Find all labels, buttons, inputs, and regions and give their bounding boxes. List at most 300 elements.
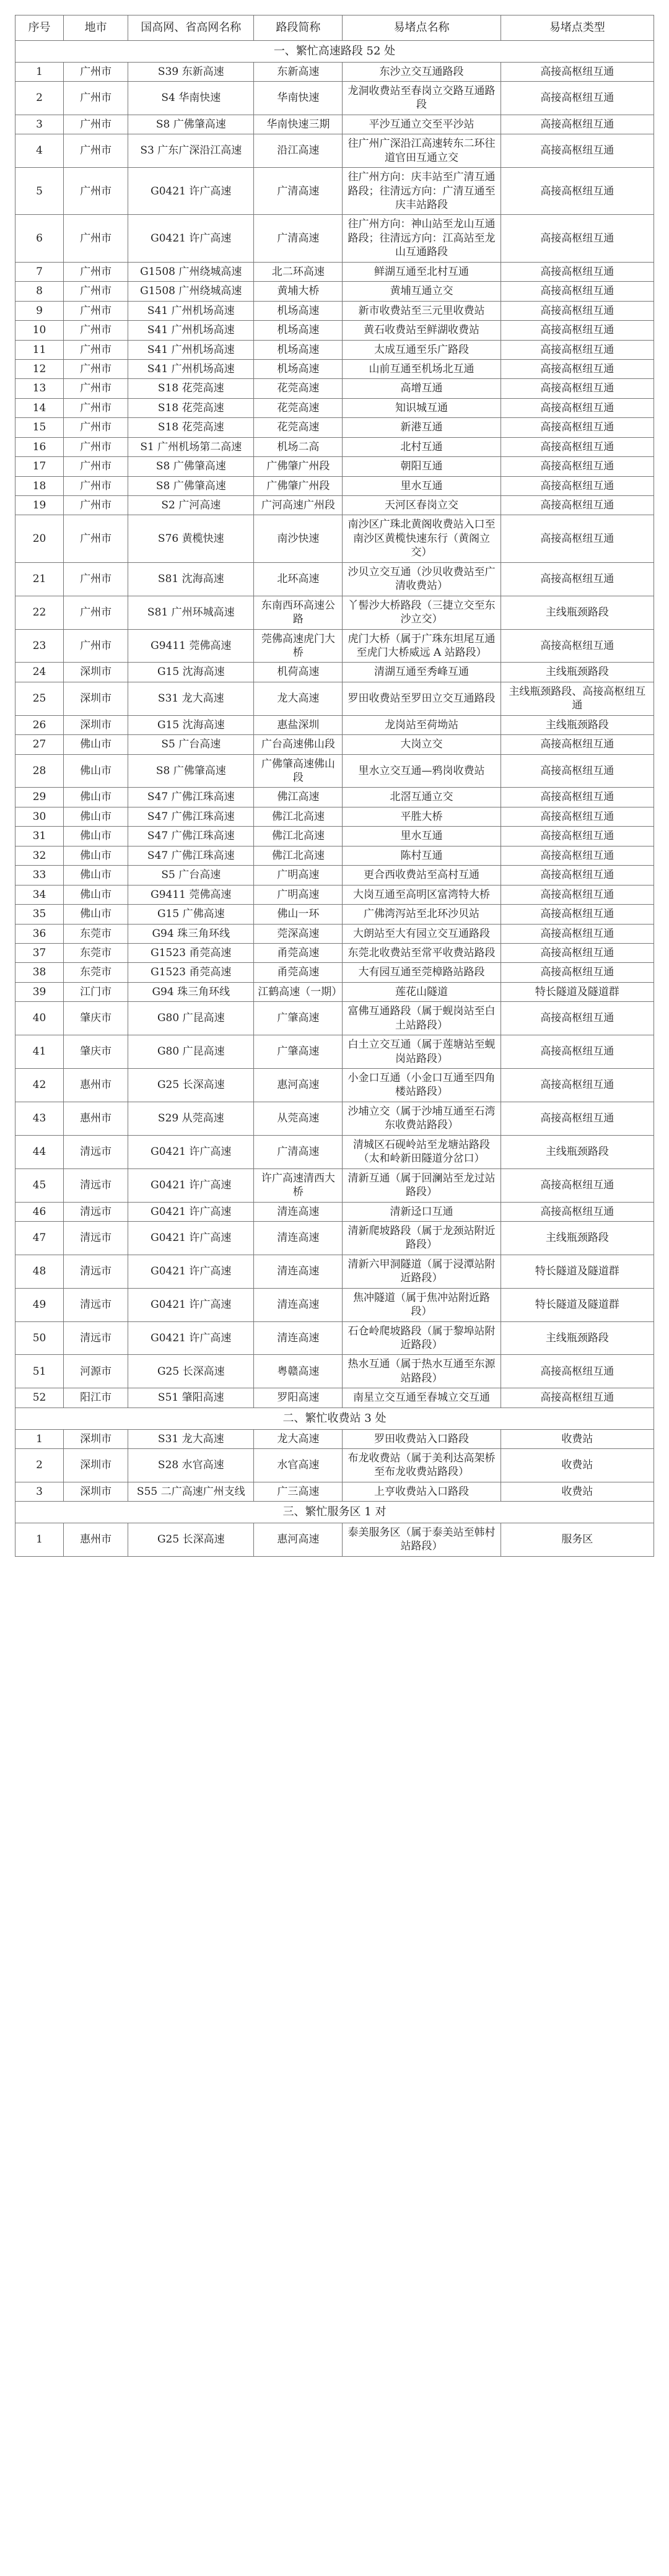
cell-city: 清远市	[64, 1168, 128, 1202]
cell-no: 45	[15, 1168, 64, 1202]
cell-road-name: G94 珠三角环线	[128, 982, 254, 1001]
cell-point-type: 高接高枢纽互通	[501, 1355, 654, 1388]
cell-no: 50	[15, 1321, 64, 1355]
cell-point-name: 往广州方向：庆丰站至广清互通路段；往清远方向：广清互通至庆丰站路段	[343, 168, 501, 215]
table-row	[15, 321, 654, 340]
cell-point-name: 大岗互通至高明区富湾特大桥	[343, 885, 501, 904]
cell-no: 24	[15, 663, 64, 682]
cell-city: 清远市	[64, 1321, 128, 1355]
cell-point-name: 大岗立交	[343, 735, 501, 754]
cell-city: 广州市	[64, 359, 128, 378]
cell-no: 14	[15, 398, 64, 417]
cell-road-abbr: 清连高速	[254, 1321, 343, 1355]
cell-road-name: G0421 许广高速	[128, 1135, 254, 1168]
cell-no: 2	[15, 1448, 64, 1482]
table-row	[15, 1168, 654, 1202]
cell-no: 27	[15, 735, 64, 754]
cell-city: 佛山市	[64, 754, 128, 788]
cell-road-name: S2 广河高速	[128, 496, 254, 515]
cell-road-name: S5 广台高速	[128, 735, 254, 754]
section-title-row	[15, 1502, 654, 1523]
cell-road-abbr: 机荷高速	[254, 663, 343, 682]
cell-no: 30	[15, 807, 64, 826]
table-row	[15, 754, 654, 788]
table-row	[15, 282, 654, 301]
cell-city: 东莞市	[64, 963, 128, 982]
cell-road-abbr: 花莞高速	[254, 379, 343, 398]
cell-city: 佛山市	[64, 905, 128, 924]
cell-road-abbr: 佛山一环	[254, 905, 343, 924]
cell-road-abbr: 机场二高	[254, 437, 343, 456]
cell-no: 29	[15, 788, 64, 807]
cell-no: 4	[15, 134, 64, 168]
cell-city: 广州市	[64, 379, 128, 398]
cell-no: 21	[15, 562, 64, 596]
cell-point-name: 里水互通	[343, 476, 501, 495]
cell-point-type: 高接高枢纽互通	[501, 81, 654, 115]
cell-point-type: 特长隧道及隧道群	[501, 1288, 654, 1321]
cell-road-name: S3 广东广深沿江高速	[128, 134, 254, 168]
section-title: 一、繁忙高速路段 52 处	[15, 40, 654, 62]
cell-city: 佛山市	[64, 827, 128, 846]
cell-point-name: 沙贝立交互通（沙贝收费站至广清收费站）	[343, 562, 501, 596]
cell-point-name: 朝阳互通	[343, 457, 501, 476]
cell-point-type: 高接高枢纽互通	[501, 788, 654, 807]
cell-no: 39	[15, 982, 64, 1001]
cell-no: 33	[15, 866, 64, 885]
cell-road-abbr: 水官高速	[254, 1448, 343, 1482]
cell-city: 佛山市	[64, 788, 128, 807]
table-row	[15, 1002, 654, 1035]
cell-road-name: G80 广昆高速	[128, 1035, 254, 1069]
table-header	[15, 15, 654, 41]
cell-no: 31	[15, 827, 64, 846]
cell-city: 佛山市	[64, 807, 128, 826]
table-row	[15, 1448, 654, 1482]
header-road-abbr: 路段简称	[254, 15, 343, 41]
header-row	[15, 15, 654, 41]
cell-city: 深圳市	[64, 1482, 128, 1501]
cell-road-abbr: 广佛肇广州段	[254, 476, 343, 495]
cell-no: 37	[15, 943, 64, 962]
cell-road-abbr: 花莞高速	[254, 418, 343, 437]
table-row	[15, 134, 654, 168]
cell-point-type: 高接高枢纽互通	[501, 321, 654, 340]
cell-city: 广州市	[64, 262, 128, 281]
cell-point-name: 里水立交互通—鸦岗收费站	[343, 754, 501, 788]
cell-road-name: S41 广州机场高速	[128, 359, 254, 378]
cell-point-type: 主线瓶颈路段	[501, 596, 654, 629]
cell-city: 肇庆市	[64, 1002, 128, 1035]
cell-city: 广州市	[64, 321, 128, 340]
cell-city: 深圳市	[64, 682, 128, 715]
table-row	[15, 596, 654, 629]
cell-road-abbr: 清连高速	[254, 1221, 343, 1255]
cell-point-type: 高接高枢纽互通	[501, 1002, 654, 1035]
cell-road-abbr: 华南快速	[254, 81, 343, 115]
cell-city: 广州市	[64, 62, 128, 81]
cell-point-type: 特长隧道及隧道群	[501, 1255, 654, 1288]
cell-point-type: 高接高枢纽互通	[501, 476, 654, 495]
cell-road-name: S41 广州机场高速	[128, 340, 254, 359]
table-row	[15, 62, 654, 81]
table-row	[15, 1102, 654, 1135]
cell-road-name: G0421 许广高速	[128, 215, 254, 262]
table-row	[15, 1135, 654, 1168]
cell-road-name: S5 广台高速	[128, 866, 254, 885]
cell-road-name: S18 花莞高速	[128, 418, 254, 437]
cell-no: 38	[15, 963, 64, 982]
cell-point-name: 新港互通	[343, 418, 501, 437]
cell-point-type: 高接高枢纽互通	[501, 437, 654, 456]
table-row	[15, 663, 654, 682]
cell-no: 1	[15, 62, 64, 81]
cell-no: 9	[15, 301, 64, 320]
table-row	[15, 715, 654, 734]
table-row	[15, 1523, 654, 1557]
cell-city: 肇庆市	[64, 1035, 128, 1069]
cell-road-abbr: 广河高速广州段	[254, 496, 343, 515]
cell-no: 19	[15, 496, 64, 515]
cell-point-name: 上亨收费站入口路段	[343, 1482, 501, 1501]
cell-point-name: 天河区春岗立交	[343, 496, 501, 515]
table-row	[15, 982, 654, 1001]
table-row	[15, 379, 654, 398]
cell-road-abbr: 广台高速佛山段	[254, 735, 343, 754]
cell-no: 6	[15, 215, 64, 262]
cell-road-name: S18 花莞高速	[128, 379, 254, 398]
cell-city: 广州市	[64, 134, 128, 168]
table-row	[15, 905, 654, 924]
table-row	[15, 418, 654, 437]
cell-point-name: 石仓岭爬坡路段（属于黎埠站附近路段）	[343, 1321, 501, 1355]
cell-city: 广州市	[64, 496, 128, 515]
cell-point-type: 主线瓶颈路段	[501, 1221, 654, 1255]
cell-point-name: 清城区石砚岭站至龙塘站路段（太和岭新田隧道分岔口）	[343, 1135, 501, 1168]
cell-city: 惠州市	[64, 1069, 128, 1102]
cell-point-name: 黄埔互通立交	[343, 282, 501, 301]
table-row	[15, 1035, 654, 1069]
cell-point-name: 热水互通（属于热水互通至东源站路段）	[343, 1355, 501, 1388]
cell-city: 清远市	[64, 1288, 128, 1321]
cell-point-type: 高接高枢纽互通	[501, 515, 654, 562]
table-row	[15, 1388, 654, 1408]
cell-road-name: S51 肇阳高速	[128, 1388, 254, 1408]
cell-no: 48	[15, 1255, 64, 1288]
cell-point-name: 知识城互通	[343, 398, 501, 417]
cell-no: 25	[15, 682, 64, 715]
cell-point-name: 山前互通至机场北互通	[343, 359, 501, 378]
cell-road-name: G94 珠三角环线	[128, 924, 254, 943]
cell-road-name: G1523 甬莞高速	[128, 943, 254, 962]
cell-road-abbr: 广三高速	[254, 1482, 343, 1501]
cell-road-name: G0421 许广高速	[128, 1168, 254, 1202]
cell-road-abbr: 黄埔大桥	[254, 282, 343, 301]
cell-point-type: 高接高枢纽互通	[501, 562, 654, 596]
cell-road-name: S55 二广高速广州支线	[128, 1482, 254, 1501]
cell-point-type: 高接高枢纽互通	[501, 827, 654, 846]
cell-point-name: 富佛互通路段（属于蚬岗站至白土站路段）	[343, 1002, 501, 1035]
cell-no: 18	[15, 476, 64, 495]
cell-point-type: 高接高枢纽互通	[501, 134, 654, 168]
section-title: 二、繁忙收费站 3 处	[15, 1408, 654, 1429]
cell-city: 广州市	[64, 81, 128, 115]
cell-road-abbr: 广肇高速	[254, 1035, 343, 1069]
cell-point-name: 南星立交互通至春城立交互通	[343, 1388, 501, 1408]
cell-road-name: S4 华南快速	[128, 81, 254, 115]
table-row	[15, 457, 654, 476]
section-title: 三、繁忙服务区 1 对	[15, 1502, 654, 1523]
table-row	[15, 301, 654, 320]
cell-road-abbr: 广佛肇广州段	[254, 457, 343, 476]
cell-point-name: 北滘互通立交	[343, 788, 501, 807]
table-row	[15, 168, 654, 215]
cell-road-name: G1523 甬莞高速	[128, 963, 254, 982]
cell-road-name: G1508 广州绕城高速	[128, 262, 254, 281]
cell-city: 清远市	[64, 1221, 128, 1255]
cell-point-type: 主线瓶颈路段	[501, 715, 654, 734]
cell-road-name: S18 花莞高速	[128, 398, 254, 417]
cell-city: 广州市	[64, 168, 128, 215]
cell-no: 7	[15, 262, 64, 281]
cell-city: 深圳市	[64, 1429, 128, 1448]
cell-no: 16	[15, 437, 64, 456]
cell-road-name: G0421 许广高速	[128, 1321, 254, 1355]
cell-no: 35	[15, 905, 64, 924]
cell-point-name: 黄石收费站至鲜湖收费站	[343, 321, 501, 340]
cell-point-type: 高接高枢纽互通	[501, 379, 654, 398]
cell-road-abbr: 江鹤高速（一期）	[254, 982, 343, 1001]
cell-road-abbr: 广清高速	[254, 168, 343, 215]
cell-road-abbr: 惠盐深圳	[254, 715, 343, 734]
cell-road-abbr: 花莞高速	[254, 398, 343, 417]
cell-road-name: S8 广佛肇高速	[128, 457, 254, 476]
cell-no: 43	[15, 1102, 64, 1135]
cell-road-abbr: 甬莞高速	[254, 943, 343, 962]
cell-road-abbr: 佛江高速	[254, 788, 343, 807]
table-row	[15, 262, 654, 281]
cell-city: 广州市	[64, 282, 128, 301]
cell-road-name: G15 沈海高速	[128, 715, 254, 734]
cell-road-abbr: 龙大高速	[254, 682, 343, 715]
cell-point-name: 平沙互通立交至平沙站	[343, 115, 501, 134]
cell-point-name: 东莞北收费站至常平收费站路段	[343, 943, 501, 962]
cell-point-name: 鲜湖互通至北村互通	[343, 262, 501, 281]
cell-no: 3	[15, 1482, 64, 1501]
cell-road-abbr: 广明高速	[254, 866, 343, 885]
cell-road-abbr: 莞佛高速虎门大桥	[254, 629, 343, 663]
cell-city: 广州市	[64, 418, 128, 437]
cell-point-type: 高接高枢纽互通	[501, 496, 654, 515]
cell-road-name: S47 广佛江珠高速	[128, 846, 254, 865]
table-row	[15, 215, 654, 262]
table-row	[15, 115, 654, 134]
cell-road-name: G25 长深高速	[128, 1523, 254, 1557]
cell-point-type: 收费站	[501, 1482, 654, 1501]
cell-no: 23	[15, 629, 64, 663]
table-row	[15, 1429, 654, 1448]
cell-road-name: G25 长深高速	[128, 1069, 254, 1102]
table-row	[15, 496, 654, 515]
cell-city: 江门市	[64, 982, 128, 1001]
cell-point-type: 特长隧道及隧道群	[501, 982, 654, 1001]
cell-road-name: S8 广佛肇高速	[128, 115, 254, 134]
table-row	[15, 924, 654, 943]
cell-no: 20	[15, 515, 64, 562]
cell-point-type: 高接高枢纽互通	[501, 62, 654, 81]
cell-road-name: S47 广佛江珠高速	[128, 788, 254, 807]
cell-road-name: S81 广州环城高速	[128, 596, 254, 629]
cell-point-type: 高接高枢纽互通	[501, 629, 654, 663]
cell-point-type: 高接高枢纽互通	[501, 905, 654, 924]
cell-city: 佛山市	[64, 885, 128, 904]
cell-city: 深圳市	[64, 1448, 128, 1482]
cell-point-type: 高接高枢纽互通	[501, 1202, 654, 1221]
cell-point-type: 高接高枢纽互通	[501, 807, 654, 826]
cell-no: 42	[15, 1069, 64, 1102]
cell-no: 15	[15, 418, 64, 437]
cell-road-name: G0421 许广高速	[128, 1255, 254, 1288]
cell-point-name: 布龙收费站（属于美利达高架桥至布龙收费站路段）	[343, 1448, 501, 1482]
header-road-name: 国高网、省高网名称	[128, 15, 254, 41]
table-row	[15, 629, 654, 663]
cell-road-abbr: 龙大高速	[254, 1429, 343, 1448]
cell-road-abbr: 广清高速	[254, 1135, 343, 1168]
cell-no: 8	[15, 282, 64, 301]
cell-point-type: 高接高枢纽互通	[501, 1168, 654, 1202]
header-city: 地市	[64, 15, 128, 41]
cell-road-name: S28 水官高速	[128, 1448, 254, 1482]
cell-no: 52	[15, 1388, 64, 1408]
table-row	[15, 885, 654, 904]
cell-road-name: S81 沈海高速	[128, 562, 254, 596]
cell-road-abbr: 机场高速	[254, 321, 343, 340]
cell-road-name: S76 黄榄快速	[128, 515, 254, 562]
cell-road-name: S1 广州机场第二高速	[128, 437, 254, 456]
table-row	[15, 515, 654, 562]
cell-city: 东莞市	[64, 924, 128, 943]
cell-point-name: 龙岗站至荷坳站	[343, 715, 501, 734]
cell-city: 深圳市	[64, 663, 128, 682]
cell-no: 26	[15, 715, 64, 734]
table-row	[15, 846, 654, 865]
cell-point-name: 往广州方向：神山站至龙山互通路段；往清远方向：江高站至龙山互通路段	[343, 215, 501, 262]
section-title-row	[15, 40, 654, 62]
table-row	[15, 1255, 654, 1288]
cell-point-name: 清新六甲洞隧道（属于浸潭站附近路段）	[343, 1255, 501, 1288]
cell-road-name: G9411 莞佛高速	[128, 885, 254, 904]
cell-point-name: 往广州广深沿江高速转东二环往道官田互通立交	[343, 134, 501, 168]
cell-road-name: S47 广佛江珠高速	[128, 827, 254, 846]
cell-city: 广州市	[64, 398, 128, 417]
cell-road-abbr: 许广高速清西大桥	[254, 1168, 343, 1202]
cell-point-name: 清新迳口互通	[343, 1202, 501, 1221]
cell-no: 5	[15, 168, 64, 215]
cell-city: 广州市	[64, 340, 128, 359]
cell-point-name: 沙埔立交（属于沙埔互通至石湾东收费站路段）	[343, 1102, 501, 1135]
table-row	[15, 788, 654, 807]
cell-road-abbr: 清连高速	[254, 1255, 343, 1288]
cell-road-abbr: 机场高速	[254, 359, 343, 378]
cell-road-abbr: 惠河高速	[254, 1069, 343, 1102]
cell-road-name: S29 从莞高速	[128, 1102, 254, 1135]
cell-city: 阳江市	[64, 1388, 128, 1408]
cell-city: 广州市	[64, 596, 128, 629]
cell-road-abbr: 莞深高速	[254, 924, 343, 943]
cell-road-abbr: 罗阳高速	[254, 1388, 343, 1408]
cell-road-abbr: 清连高速	[254, 1288, 343, 1321]
cell-no: 40	[15, 1002, 64, 1035]
cell-road-name: G9411 莞佛高速	[128, 629, 254, 663]
cell-point-type: 高接高枢纽互通	[501, 1388, 654, 1408]
cell-road-abbr: 北环高速	[254, 562, 343, 596]
cell-point-name: 罗田收费站入口路段	[343, 1429, 501, 1448]
cell-road-name: S39 东新高速	[128, 62, 254, 81]
table-body	[15, 40, 654, 1556]
table-row	[15, 1482, 654, 1501]
cell-road-abbr: 广佛肇高速佛山段	[254, 754, 343, 788]
cell-point-type: 高接高枢纽互通	[501, 340, 654, 359]
cell-road-name: S41 广州机场高速	[128, 301, 254, 320]
cell-point-type: 高接高枢纽互通	[501, 846, 654, 865]
cell-city: 广州市	[64, 515, 128, 562]
cell-no: 46	[15, 1202, 64, 1221]
cell-city: 佛山市	[64, 866, 128, 885]
cell-point-name: 丫髻沙大桥路段（三捷立交至东沙立交）	[343, 596, 501, 629]
cell-road-name: G15 广佛高速	[128, 905, 254, 924]
cell-point-name: 龙洞收费站至春岗立交路互通路段	[343, 81, 501, 115]
cell-no: 17	[15, 457, 64, 476]
header-point-name: 易堵点名称	[343, 15, 501, 41]
cell-point-name: 大有园互通至莞樟路站路段	[343, 963, 501, 982]
cell-no: 1	[15, 1429, 64, 1448]
cell-no: 32	[15, 846, 64, 865]
table-row	[15, 807, 654, 826]
cell-point-type: 高接高枢纽互通	[501, 1102, 654, 1135]
cell-point-type: 高接高枢纽互通	[501, 943, 654, 962]
cell-point-name: 太成互通至乐广路段	[343, 340, 501, 359]
section-title-row	[15, 1408, 654, 1429]
cell-city: 广州市	[64, 476, 128, 495]
cell-point-type: 高接高枢纽互通	[501, 398, 654, 417]
table-row	[15, 682, 654, 715]
cell-point-type: 收费站	[501, 1448, 654, 1482]
cell-point-name: 莲花山隧道	[343, 982, 501, 1001]
cell-no: 34	[15, 885, 64, 904]
cell-point-name: 北村互通	[343, 437, 501, 456]
header-point-type: 易堵点类型	[501, 15, 654, 41]
cell-road-abbr: 机场高速	[254, 301, 343, 320]
cell-city: 佛山市	[64, 735, 128, 754]
cell-city: 广州市	[64, 301, 128, 320]
cell-road-abbr: 广清高速	[254, 215, 343, 262]
cell-city: 深圳市	[64, 715, 128, 734]
cell-road-name: S8 广佛肇高速	[128, 476, 254, 495]
cell-point-name: 平胜大桥	[343, 807, 501, 826]
cell-road-name: G0421 许广高速	[128, 168, 254, 215]
cell-point-name: 南沙区广珠北黄阁收费站入口至南沙区黄榄快速东行（黄阁立交）	[343, 515, 501, 562]
cell-point-name: 更合西收费站至高村互通	[343, 866, 501, 885]
table-row	[15, 437, 654, 456]
cell-road-name: S47 广佛江珠高速	[128, 807, 254, 826]
cell-point-type: 高接高枢纽互通	[501, 282, 654, 301]
cell-road-abbr: 清连高速	[254, 1202, 343, 1221]
cell-point-type: 高接高枢纽互通	[501, 754, 654, 788]
cell-road-name: G80 广昆高速	[128, 1002, 254, 1035]
cell-point-name: 广佛湾泻站至北环沙贝站	[343, 905, 501, 924]
cell-no: 36	[15, 924, 64, 943]
cell-point-name: 新市收费站至三元里收费站	[343, 301, 501, 320]
